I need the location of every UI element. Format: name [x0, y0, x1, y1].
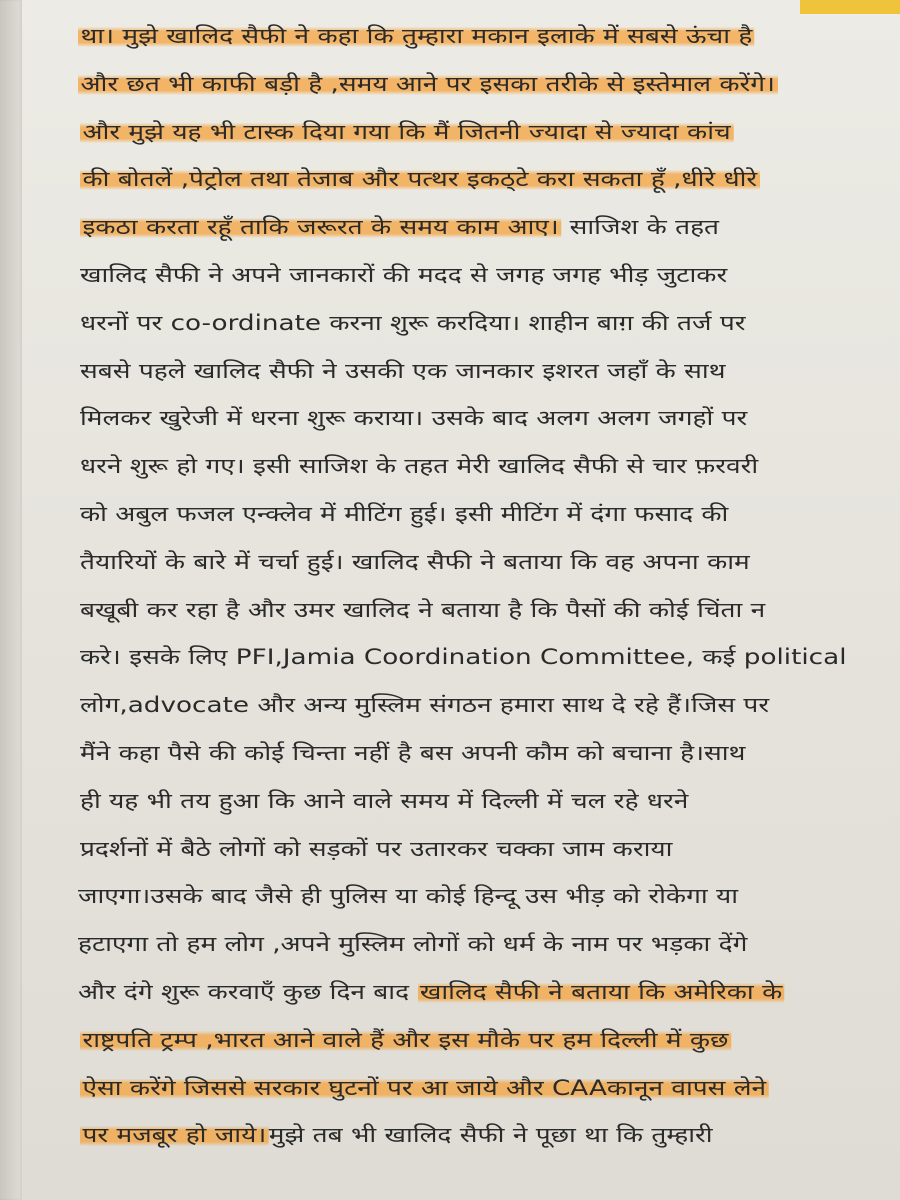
text-line [80, 691, 769, 719]
highlighted-text: की बोतलें ,पेट्रोल तथा तेजाब और पत्थर इकठ्टे करा सकता हूँ ,धीरे धीरे [80, 167, 760, 191]
text-line [80, 643, 847, 671]
highlighted-text: था। मुझे खालिद सैफी ने कहा कि तुम्हारा मकान इलाके में सबसे ऊंचा है [78, 24, 755, 48]
text-line [80, 1026, 731, 1054]
highlighted-text: इकठा करता रहूँ ताकि जरूरत के समय काम आए। [80, 215, 561, 239]
text-line [80, 596, 765, 624]
text-segment: बखूबी कर रहा है और उमर खालिद ने बताया है कि पैसों की कोई चिंता न [80, 597, 766, 622]
text-segment: खालिद सैफी ने अपने जानकारों की मदद से जगह जगह भीड़ जुटाकर [80, 263, 728, 287]
text-line [80, 452, 758, 480]
text-segment: और दंगे शुरू करवाएँ कुछ दिन बाद [78, 980, 418, 1004]
text-segment: जाएगा।उसके बाद जैसे ही पुलिस या कोई हिन्दू उस भीड़ को रोकेगा या [78, 884, 739, 909]
text-line [80, 309, 745, 337]
text-line [80, 1074, 769, 1102]
text-line [80, 835, 672, 863]
highlighted-text: ऐसा करेंगे जिससे सरकार घुटनों पर आ जाये और CAAकानून वापस लेने [80, 1076, 769, 1100]
text-line [80, 165, 760, 193]
text-line [80, 118, 733, 146]
text-line [80, 739, 745, 767]
highlighted-text: राष्ट्रपति ट्रम्प ,भारत आने वाले हैं और इस मौके पर हम दिल्ली में कुछ [80, 1028, 731, 1052]
text-line [78, 882, 738, 910]
text-line [78, 930, 747, 958]
text-segment: करे। इसके लिए PFI,Jamia Coordination Committee, कई political [80, 645, 847, 670]
text-segment: प्रदर्शनों में बैठे लोगों को सड़कों पर उतारकर चक्का जाम कराया [80, 836, 673, 861]
highlighted-text: पर मजबूर हो जाये। [80, 1123, 269, 1147]
text-segment: लोग,advocate और अन्य मुस्लिम संगठन हमारा साथ दे रहे हैं।जिस पर [80, 693, 770, 718]
text-line [78, 70, 777, 98]
text-line [80, 787, 688, 815]
text-segment: हटाएगा तो हम लोग ,अपने मुस्लिम लोगों को धर्म के नाम पर भड़का देंगे [78, 932, 748, 957]
text-segment: धरनों पर co-ordinate करना शुरू करदिया। शाहीन बाग़ की तर्ज पर [80, 310, 746, 335]
text-segment: तैयारियों के बारे में चर्चा हुई। खालिद सैफी ने बताया कि वह अपना काम [80, 549, 750, 574]
text-line [80, 261, 727, 289]
text-segment: मुझे तब भी खालिद सैफी ने पूछा था कि तुम्हारी [268, 1123, 713, 1148]
text-segment: साजिश के तहत [561, 215, 720, 240]
text-line [80, 500, 728, 528]
highlighted-text: और छत भी काफी बड़ी है ,समय आने पर इसका तरीके से इस्तेमाल करेंगे। [78, 72, 777, 96]
text-segment: मैंने कहा पैसे की कोई चिन्ता नहीं है बस अपनी कौम को बचाना है।साथ [80, 741, 746, 765]
text-line [80, 548, 750, 576]
text-line [78, 22, 755, 50]
text-line [80, 357, 726, 385]
text-segment: को अबुल फजल एन्क्लेव में मीटिंग हुई। इसी मीटिंग में दंगा फसाद की [80, 502, 729, 526]
text-segment: धरने शुरू हो गए। इसी साजिश के तहत मेरी खालिद सैफी से चार फ़रवरी [80, 454, 759, 479]
text-line [80, 1121, 713, 1149]
highlighted-text: खालिद सैफी ने बताया कि अमेरिका के [417, 980, 784, 1004]
text-segment: ही यह भी तय हुआ कि आने वाले समय में दिल्ली में चल रहे धरने [80, 788, 689, 813]
text-segment: मिलकर खुरेजी में धरना शुरू कराया। उसके बाद अलग अलग जगहों पर [80, 406, 748, 431]
text-line [78, 978, 785, 1006]
text-line [80, 213, 719, 241]
text-segment: सबसे पहले खालिद सैफी ने उसकी एक जानकार इशरत जहाँ के साथ [80, 358, 726, 383]
highlighted-text: और मुझे यह भी टास्क दिया गया कि मैं जितनी ज्यादा से ज्यादा कांच [80, 120, 733, 144]
text-line [80, 404, 747, 432]
